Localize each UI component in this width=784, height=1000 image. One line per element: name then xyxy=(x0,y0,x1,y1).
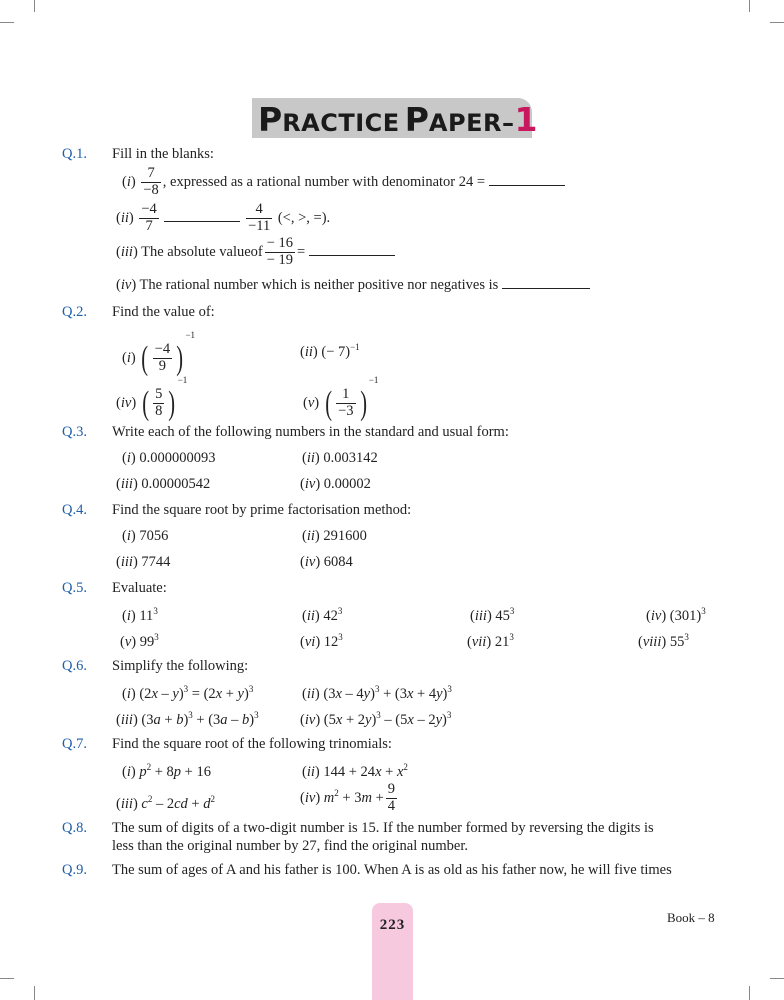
expr-part: ) xyxy=(371,712,377,728)
exponent: 2 xyxy=(403,762,408,772)
crop-mark xyxy=(0,22,14,23)
sub-text: (− 7) xyxy=(321,344,351,360)
subquestion: (vi) $12^3$ xyxy=(300,632,343,650)
denominator: −3 xyxy=(338,403,354,420)
sub-label: ii xyxy=(306,450,315,466)
expr-part: ) xyxy=(243,686,249,702)
page-title xyxy=(258,100,537,139)
sub-value: 55 xyxy=(669,634,685,650)
expr-part: + xyxy=(187,796,204,812)
title-number: 1 xyxy=(514,100,538,139)
subquestion: (i) $\frac{7}{-8}$ , expressed as a rational number with denominator 24 = xyxy=(122,166,565,199)
expr-part: + 8 xyxy=(151,764,174,780)
expr-part: (5 xyxy=(323,712,336,728)
sub-label: ii xyxy=(306,686,315,702)
denominator: −11 xyxy=(248,217,271,234)
sub-label: iii xyxy=(120,796,133,812)
sub-value: 0.003142 xyxy=(323,450,378,466)
subquestion: (i) $11^3$ xyxy=(122,606,158,624)
question-number: Q.2. xyxy=(62,304,87,320)
crop-mark xyxy=(34,986,35,1000)
equals-sign: = xyxy=(297,243,306,260)
exponent: 3 xyxy=(447,684,452,694)
sub-value: 0.00000542 xyxy=(141,476,211,492)
question-number: Q.8. xyxy=(62,820,87,836)
exponent: −1 xyxy=(350,342,360,352)
expr-var: x xyxy=(215,686,223,702)
expr-var: y xyxy=(365,712,372,728)
expr-var: p xyxy=(173,764,182,780)
expr-part: + xyxy=(371,789,384,806)
question-text: Find the square root of the following trinomials: xyxy=(112,736,392,752)
question-number: Q.9. xyxy=(62,862,87,878)
expr-var: y xyxy=(436,686,443,702)
exponent: 3 xyxy=(254,710,259,720)
subquestion: (ii) $\frac{-4}{7}$ $\frac{4}{-11}$ (<, >, =). xyxy=(116,201,331,234)
sub-label: iv xyxy=(120,395,132,411)
exponent: 2 xyxy=(210,794,215,804)
sub-value: 7056 xyxy=(139,528,169,544)
sub-label: v xyxy=(307,395,315,411)
exponent: 3 xyxy=(684,632,689,642)
sub-value: 7744 xyxy=(141,554,171,570)
expr-part: + 16 xyxy=(181,764,211,780)
numerator: 4 xyxy=(246,202,272,219)
book-label: Book – 8 xyxy=(667,910,715,925)
subquestion: (iv) $(5x + 2y)^3 - (5x - 2y)^3$ xyxy=(300,710,452,728)
sub-value: (301) xyxy=(669,608,702,624)
sub-value: 11 xyxy=(139,608,154,624)
fraction xyxy=(141,166,160,199)
sub-label: i xyxy=(126,686,131,702)
question-text: The sum of digits of a two-digit number is 15. If the number formed by reversing the digits is xyxy=(112,820,654,836)
subquestion: (iii) The absolute valueof $\frac{- 16}{- 19}$ = xyxy=(116,236,395,269)
sub-value: 291600 xyxy=(323,528,367,544)
subquestion: (i) 7056 xyxy=(122,528,169,544)
expr-part: + xyxy=(381,764,397,780)
sub-value: 99 xyxy=(139,634,155,650)
sub-label: iv xyxy=(304,789,316,806)
sub-label: ii xyxy=(304,344,313,360)
expr-var: x xyxy=(335,712,343,728)
expr-part: + 4 xyxy=(413,686,437,702)
exponent: −1 xyxy=(177,375,188,385)
subquestion: (iii) $c^2 - 2cd + d^2$ xyxy=(116,794,215,812)
expr-part: (2 xyxy=(139,686,152,702)
expr-var: x xyxy=(406,686,414,702)
exponent: −1 xyxy=(185,330,196,340)
exponent: 3 xyxy=(446,710,452,720)
subquestion: (iv) ( $\frac{5}{8}$ )$^{-1}$ xyxy=(116,375,188,422)
subquestion: (iii) 0.00000542 xyxy=(116,476,211,492)
page-number: 223 xyxy=(379,917,406,933)
sub-value: 6084 xyxy=(323,554,353,570)
sub-label: iii xyxy=(474,608,487,624)
crop-mark xyxy=(34,0,35,12)
sub-label: iii xyxy=(120,243,133,260)
numerator: 1 xyxy=(336,387,355,404)
subquestion: (i) $p^2 + 8p + 16$ xyxy=(122,762,211,780)
sub-text: , expressed as a rational number with denominator 24 = xyxy=(162,173,486,190)
crop-mark xyxy=(749,986,750,1000)
sub-text: The rational number which is neither positive nor negatives is xyxy=(139,277,499,293)
exponent: 3 xyxy=(376,710,381,720)
subquestion: (i) $(2x - y)^3 = (2x + y)^3$ xyxy=(122,684,254,702)
sub-label: i xyxy=(126,528,131,544)
expr-part: + (3 xyxy=(379,686,407,702)
expr-part: (3 xyxy=(141,712,154,728)
question-text: The sum of ages of A and his father is 100. When A is as old as his father now, he will five times xyxy=(112,862,672,878)
sub-label: vii xyxy=(471,634,487,650)
title-letter: P xyxy=(404,100,429,139)
expr-part: (3 xyxy=(323,686,336,702)
sub-label: iv xyxy=(650,608,662,624)
sub-label: i xyxy=(126,608,131,624)
sub-value: 0.00002 xyxy=(323,476,371,492)
expr-var: c xyxy=(141,796,148,812)
subquestion: (iv) 6084 xyxy=(300,554,353,570)
expr-part: – 2 xyxy=(152,796,175,812)
crop-mark xyxy=(0,978,14,979)
exponent: 2 xyxy=(334,787,339,798)
exponent: 3 xyxy=(188,710,193,720)
exponent: 2 xyxy=(146,762,152,772)
sub-label: i xyxy=(126,764,131,780)
expr-var: m xyxy=(361,789,372,806)
subquestion: (ii) $144 + 24x + x^2$ xyxy=(302,762,408,780)
expr-var: p xyxy=(139,764,147,780)
answer-blank[interactable] xyxy=(309,246,395,256)
sub-label: ii xyxy=(120,209,129,226)
sub-label: ii xyxy=(306,528,315,544)
exponent: 3 xyxy=(701,606,706,616)
subquestion: (iv) $m^2 + 3m$ + $\frac{9}{4}$ xyxy=(300,781,395,814)
numerator: 9 xyxy=(387,781,395,797)
fraction xyxy=(336,387,355,420)
sub-text: (<, >, =). xyxy=(277,209,331,226)
exponent: −1 xyxy=(368,375,379,385)
sub-value: 12 xyxy=(323,634,339,650)
question-text: Write each of the following numbers in the standard and usual form: xyxy=(112,424,509,440)
sub-value: 42 xyxy=(323,608,338,624)
sub-text: The absolute valueof xyxy=(141,243,263,260)
expr-part: + xyxy=(222,686,238,702)
question-number: Q.1. xyxy=(62,146,87,162)
sub-label: iv xyxy=(304,554,316,570)
expr-var: cd xyxy=(174,796,188,812)
sub-label: iii xyxy=(120,712,133,728)
sub-label: viii xyxy=(642,634,662,650)
question-number: Q.6. xyxy=(62,658,87,674)
subquestion: (iii) $(3a + b)^3 + (3a - b)^3$ xyxy=(116,710,259,728)
sub-label: vi xyxy=(304,634,316,650)
question-text: Find the value of: xyxy=(112,304,215,320)
expr-part: ) xyxy=(178,686,184,702)
expr-part: + 3 xyxy=(338,789,362,806)
numerator: −4 xyxy=(154,341,171,358)
question-number: Q.7. xyxy=(62,736,87,752)
subquestion: (ii) $42^3$ xyxy=(302,606,343,624)
sub-label: iv xyxy=(304,476,316,492)
denominator: 9 xyxy=(158,358,167,375)
question-number: Q.5. xyxy=(62,580,87,596)
fraction xyxy=(246,202,272,235)
expr-part: ) xyxy=(442,712,447,728)
subquestion: (vii) $21^3$ xyxy=(467,632,514,650)
expr-var: b xyxy=(242,712,250,728)
subquestion: (iv) $(301)^3$ xyxy=(646,606,706,624)
sub-value: 21 xyxy=(494,634,510,650)
expr-part: – 4 xyxy=(341,686,364,702)
fraction xyxy=(139,202,158,235)
expr-part: = (2 xyxy=(188,686,216,702)
exponent: 3 xyxy=(154,632,159,642)
expr-var: x xyxy=(335,686,342,702)
exponent: 3 xyxy=(337,606,343,616)
answer-blank[interactable] xyxy=(502,279,590,289)
sub-label: i xyxy=(126,173,131,190)
question-text: Find the square root by prime factorisation method: xyxy=(112,502,412,518)
answer-blank[interactable] xyxy=(164,212,240,222)
fraction xyxy=(153,387,164,420)
numerator: 7 xyxy=(141,166,160,183)
expr-part: – (5 xyxy=(380,712,408,728)
denominator: 8 xyxy=(155,403,163,420)
exponent: 2 xyxy=(147,794,153,804)
expr-var: y xyxy=(172,686,179,702)
denominator: 4 xyxy=(387,797,395,814)
expr-var: x xyxy=(151,686,158,702)
exponent: 3 xyxy=(338,632,343,642)
left-paren: ( xyxy=(142,384,149,422)
fraction xyxy=(386,782,397,815)
exponent: 3 xyxy=(248,684,254,694)
expr-part: + xyxy=(160,712,177,728)
expr-part: 144 + 24 xyxy=(323,764,376,780)
expr-part: ) xyxy=(249,712,255,728)
title-letter: P xyxy=(258,100,283,139)
denominator: −8 xyxy=(143,181,159,198)
subquestion: (iii) 7744 xyxy=(116,554,171,570)
exponent: 3 xyxy=(153,606,158,616)
expr-var: a xyxy=(153,712,161,728)
subquestion: (i) 0.000000093 xyxy=(122,450,216,466)
expr-part: – xyxy=(157,686,173,702)
expr-var: y xyxy=(363,686,371,702)
expr-part: ) xyxy=(370,686,375,702)
fraction xyxy=(265,236,295,269)
exponent: 3 xyxy=(509,632,514,642)
subquestion: (v) $99^3$ xyxy=(120,632,159,650)
question-text: less than the original number by 27, find the original number. xyxy=(112,838,468,854)
expr-var: x xyxy=(375,764,382,780)
subquestion: (v) ( $\frac{1}{-3}$ )$^{-1}$ xyxy=(303,375,379,422)
expr-var: x xyxy=(407,712,414,728)
question-text: Fill in the blanks: xyxy=(112,146,214,162)
crop-mark xyxy=(770,22,784,23)
right-paren: ) xyxy=(168,384,176,422)
numerator: 5 xyxy=(155,386,163,403)
expr-var: m xyxy=(323,789,335,806)
denominator: − 19 xyxy=(266,251,294,268)
fraction xyxy=(153,342,172,375)
title-word: RACTICE xyxy=(282,109,400,137)
sub-label: i xyxy=(126,450,131,466)
answer-blank[interactable] xyxy=(489,176,565,186)
sub-label: ii xyxy=(306,608,315,624)
subquestion: (i) ( $\frac{-4}{9}$ )$^{-1}$ xyxy=(122,330,196,377)
crop-mark xyxy=(770,978,784,979)
denominator: 7 xyxy=(145,217,153,234)
sub-label: ii xyxy=(306,764,315,780)
expr-part: ) xyxy=(183,712,189,728)
expr-part: – xyxy=(227,712,243,728)
question-number: Q.4. xyxy=(62,502,87,518)
question-text: Evaluate: xyxy=(112,580,167,596)
expr-var: d xyxy=(203,796,211,812)
left-paren: ( xyxy=(325,384,332,422)
sub-label: v xyxy=(124,634,132,650)
subquestion: (ii) (− 7)$^{-1}$ xyxy=(300,342,360,360)
expr-part: ) xyxy=(442,686,448,702)
right-paren: ) xyxy=(176,339,184,377)
exponent: 3 xyxy=(509,606,515,616)
question-text: Simplify the following: xyxy=(112,658,249,674)
numerator: − 16 xyxy=(266,235,294,251)
sub-value: 0.000000093 xyxy=(139,450,216,466)
sub-label: iv xyxy=(120,277,132,293)
subquestion: (iii) $45^3$ xyxy=(470,606,515,624)
subquestion: (iv) The rational number which is neither positive nor negatives is xyxy=(116,277,590,294)
sub-value: 45 xyxy=(495,608,510,624)
subquestion: (iv) 0.00002 xyxy=(300,476,371,492)
crop-mark xyxy=(749,0,750,12)
sub-label: iii xyxy=(120,476,133,492)
subquestion: (viii) $55^3$ xyxy=(638,632,689,650)
expr-part: + (3 xyxy=(192,712,221,728)
sub-label: iii xyxy=(120,554,133,570)
expr-var: x xyxy=(396,764,404,780)
sub-label: i xyxy=(126,350,131,366)
exponent: 3 xyxy=(374,684,380,694)
expr-var: y xyxy=(435,712,442,728)
subquestion: (ii) 291600 xyxy=(302,528,367,544)
right-paren: ) xyxy=(359,384,367,422)
expr-var: y xyxy=(237,686,244,702)
left-paren: ( xyxy=(141,339,149,377)
expr-part: – 2 xyxy=(413,712,436,728)
exponent: 3 xyxy=(183,684,189,694)
sub-label: iv xyxy=(304,712,316,728)
expr-var: b xyxy=(176,712,184,728)
question-number: Q.3. xyxy=(62,424,87,440)
numerator: −4 xyxy=(141,201,157,217)
expr-var: a xyxy=(220,712,228,728)
subquestion: (ii) $(3x - 4y)^3 + (3x + 4y)^3$ xyxy=(302,684,452,702)
expr-part: + 2 xyxy=(342,712,365,728)
subquestion: (ii) 0.003142 xyxy=(302,450,378,466)
title-word: APER– xyxy=(428,109,515,137)
